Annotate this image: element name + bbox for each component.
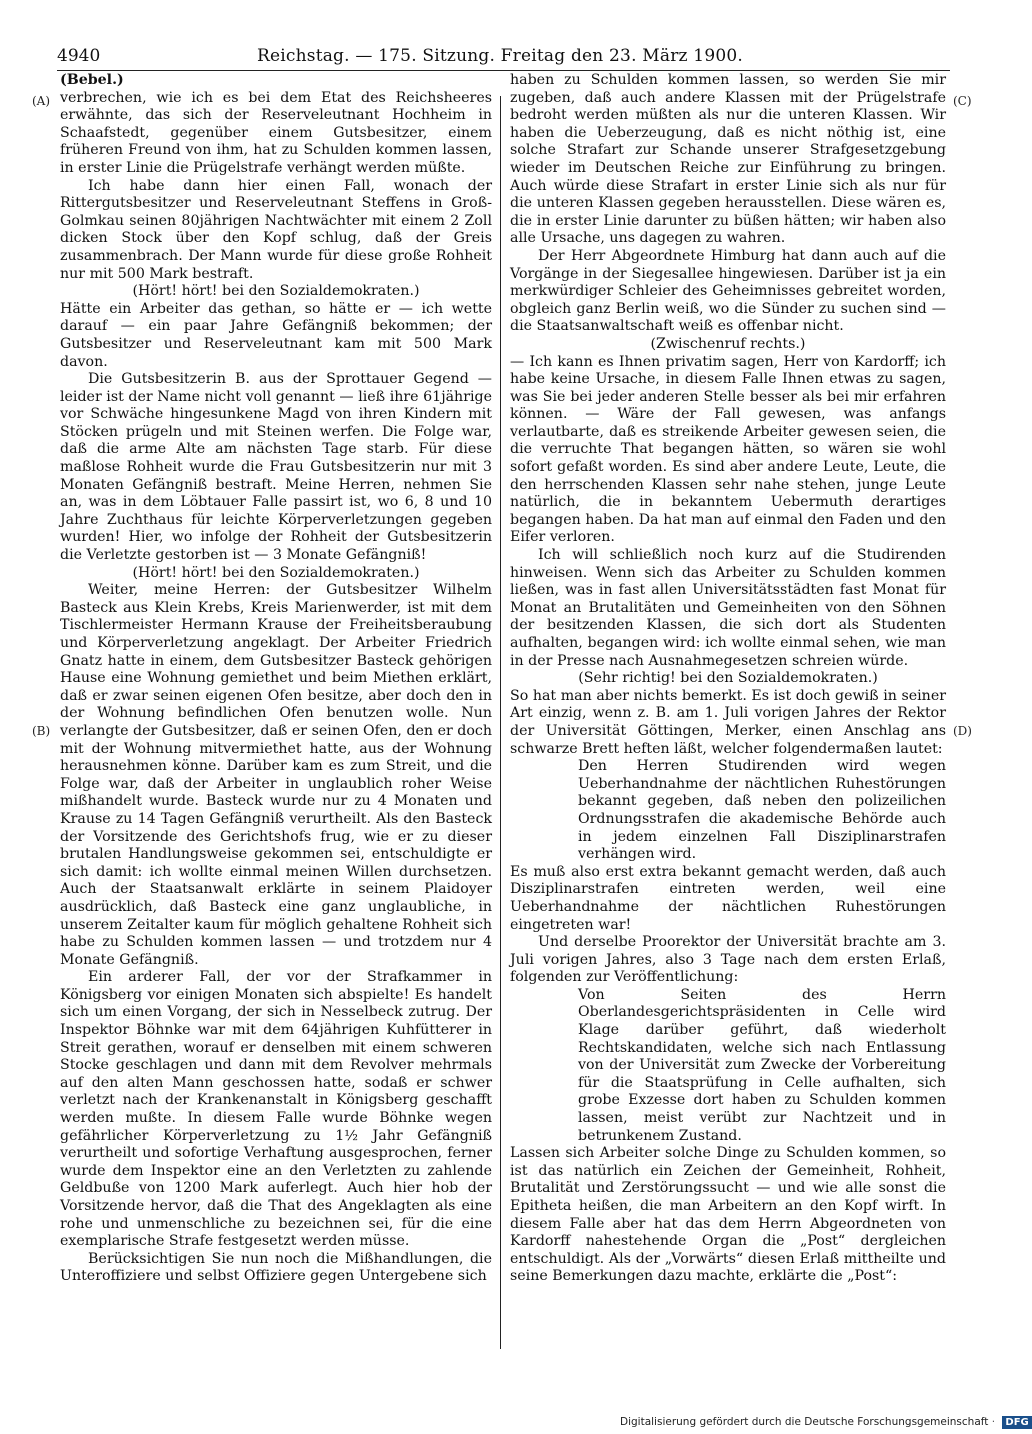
quote-text: Den Herren Studirenden wird wegen Ueberhandnahme der nächtlichen Ruhestörungen bekannt gegeben, daß neben den polizeilichen Ordnungsstrafen die akademische Behörde auch in jedem einzelnen Fall Disziplinarstrafen verhängen wird. <box>578 758 946 863</box>
digitization-footer <box>620 1415 1032 1429</box>
paragraph: Lassen sich Arbeiter solche Dinge zu Schulden kommen, so ist das natürlich ein Zeichen der Gemeinheit, Rohheit, Brutalität und Zerstörungssucht — und wie alle sonst die Epitheta heißen, die man Arbeitern an den Kopf wirft. In diesem Falle aber hat das dem Herrn Abgeordneten von Kardorff nahestehende Organ die „Post“ dergleichen entschuldigt. Als der „Vorwärts“ diesen Erlaß mittheilte und seine Bemerkungen dazu machte, erklärte die „Post“: <box>510 1145 946 1285</box>
quote-text: Von Seiten des Herrn Oberlandesgerichtspräsidenten in Celle wird Klage darüber geführt, daß wiederholt Rechtskandidaten, welche sich nach Entlassung von der Universität zum Zwecke der Vorbereitung für die Staatsprüfung in Celle aufhalten, sich grobe Exzesse dort haben zu Schulden kommen lassen, meist verübt zur Nachtzeit und in betrunkenem Zustand. <box>578 986 946 1144</box>
paragraph: Ein arderer Fall, der vor der Strafkammer in Königsberg vor einigen Monaten sich abspielte! Es handelt sich um einen Vorgang, der sich in Nesselbeck zutrug. Der Inspektor Böhnke war mit dem 64jährigen Kuhfütterer in Streit gerathen, worauf er denselben mit einem schweren Stocke geschlagen und dann mit dem Revolver mehrmals auf den alten Mann geschossen hatte, sodaß er schwer verletzt nach der Krankenanstalt in Königsberg geschafft werden mußte. In diesem Falle wurde Böhnke wegen gefährlicher Körperverletzung zu 1½ Jahr Gefängniß verurtheilt und sofortige Verhaftung ausgesprochen, ferner wurde dem Inspektor eine an den Verletzten zu zahlende Geldbuße von 1200 Mark auferlegt. Auch hier hob der Vorsitzende hervor, daß die That des Angeklagten als eine rohe und unmenschliche zu bezeichnen sei, für die eine exemplarische Strafe festgesetzt werden müsse. <box>60 969 492 1250</box>
footer-separator: · <box>991 1416 996 1428</box>
margin-mark-a: (A) <box>32 94 51 108</box>
margin-mark-d: (D) <box>953 724 972 738</box>
paragraph: verbrechen, wie ich es bei dem Etat des Reichsheeres erwähnte, das sich der Reserveleutnant Hochheim in Schaafstedt, gegenüber einem Gutsbesitzer, einem früheren Freund von ihm, hat zu Schulden kommen lassen, in erster Linie die Prügelstrafe verhängt werden müßte. <box>60 89 492 176</box>
quoted-notice <box>578 987 946 1145</box>
left-column <box>60 72 492 1286</box>
header-rule <box>57 70 950 71</box>
paragraph: Der Herr Abgeordnete Himburg hat dann auch auf die Vorgänge in der Siegesallee hingewiesen. Darüber ist ja ein merkwürdiger Schleier des Geheimnisses gebreitet worden, obgleich ganz Berlin weiß, wo die Sünder zu suchen sind — die Staatsanwaltschaft weiß es offenbar nicht. <box>510 247 946 335</box>
paragraph: Es muß also erst extra bekannt gemacht werden, daß auch Disziplinarstrafen eintreten werden, weil eine Ueberhandnahme der nächtlichen Ruhestörungen eingetreten war! <box>510 863 946 933</box>
quoted-notice <box>578 758 946 864</box>
interjection: (Sehr richtig! bei den Sozialdemokraten.) <box>578 670 878 687</box>
page-title: Reichstag. — 175. Sitzung. Freitag den 23. März 1900. <box>257 46 743 66</box>
interjection: (Zwischenruf rechts.) <box>650 335 806 352</box>
interjection: (Hört! hört! bei den Sozialdemokraten.) <box>132 283 420 300</box>
margin-mark-c: (C) <box>953 94 972 108</box>
paragraph: Und derselbe Proorektor der Universität brachte am 3. Juli vorigen Jahres, also 3 Tage nach dem ersten Erlaß, folgenden zur Veröffentlichung: <box>510 934 946 986</box>
page-header <box>57 44 957 68</box>
paragraph: Ich habe dann hier einen Fall, wonach der Rittergutsbesitzer und Reserveleutnant Steffens in Groß-Golmkau seinen 80jährigen Nachtwächter mit einem 2 Zoll dicken Stock über den Kopf schlug, daß der Greis zusammenbrach. Der Mann wurde für diese große Rohheit nur mit 500 Mark bestraft. <box>60 177 492 282</box>
paragraph: Die Gutsbesitzerin B. aus der Sprottauer Gegend — leider ist der Name nicht voll genannt — ließ ihre 61jährige vor Schwäche hingesunkene Magd von ihren Kindern mit Stöcken prügeln und mit Steinen werfen. Die Folge war, daß die arme Alte am nächsten Tage starb. Für diese maßlose Rohheit wurde die Frau Gutsbesitzerin nur mit 3 Monaten Gefängniß bestraft. Meine Herren, nehmen Sie an, was in dem Löbtauer Falle passirt ist, wo 6, 8 und 10 Jahre Zuchthaus für leichte Körperverletzungen gegeben wurden! Hier, wo infolge der Rohheit der Gutsbesitzerin die Verletzte gestorben ist — 3 Monate Gefängniß! <box>60 371 492 564</box>
paragraph: Weiter, meine Herren: der Gutsbesitzer Wilhelm Basteck aus Klein Krebs, Kreis Marienwerder, ist mit dem Tischlermeister Hermann Krause der Freiheitsberaubung und Körperverletzung angeklagt. Der Arbeiter Friedrich Gnatz hatte in einem, dem Gutsbesitzer Basteck gehörigen Hause eine Wohnung gemiethet und beim Miethen erklärt, daß er zwar seinen eigenen Ofen besitze, aber doch den in der Wohnung befindlichen Ofen benutzen wolle. Nun verlangte der Gutsbesitzer, daß er seinen Ofen, den er doch mit der Wohnung mitvermiethet hatte, aus der Wohnung herausnehmen könne. Darüber kam es zum Streit, und die Folge war, daß der Arbeiter in unglaublich roher Weise mißhandelt wurde. Basteck wurde nur zu 4 Monaten und Krause zu 14 Tagen Gefängniß verurtheilt. Als den Basteck der Vorsitzende des Gerichtshofs frug, wie er zu dieser brutalen Handlungsweise gekommen sei, entschuldigte er sich damit: ich wollte einmal meinen Willen durchsetzen. Auch der Staatsanwalt erklärte in seinem Plaidoyer ausdrücklich, daß Basteck eine ganz unglaubliche, in unserem Zeitalter kaum für möglich gehaltene Rohheit sich habe zu Schulden kommen lassen — und trotzdem nur 4 Monate Gefängniß. <box>60 582 492 968</box>
paragraph: Ich will schließlich noch kurz auf die Studirenden hinweisen. Wenn sich das Arbeiter zu Schulden kommen ließen, was in fast allen Universitätsstädten fast Monat für Monat an Brutalitäten und Gemeinheiten von den Söhnen der besitzenden Klassen, die sich dort als Studenten aufhalten, begangen wird: ich wollte einmal sehen, wie man in der Presse nach Ausnahmegesetzen schreien würde. <box>510 547 946 669</box>
paragraph: haben zu Schulden kommen lassen, so werden Sie mir zugeben, daß auch andere Klassen mit der Prügelstrafe bedroht werden müßten als nur die unteren Klassen. Wir haben die Ueberzeugung, daß es nicht nöthig ist, eine solche Strafart zur Schande unserer Strafgesetzgebung wieder im Deutschen Reiche zur Einführung zu bringen. Auch würde diese Strafart in erster Linie sich als nur für die unteren Klassen gegeben herausstellen. Diese wären es, die in erster Linie darunter zu büßen hätten; wir haben also alle Ursache, uns dagegen zu wahren. <box>510 72 946 247</box>
paragraph: Berücksichtigen Sie nun noch die Mißhandlungen, die Unteroffiziere und selbst Offiziere gegen Untergebene sich <box>60 1250 492 1285</box>
speaker-label: (Bebel.) <box>60 72 124 88</box>
paragraph: — Ich kann es Ihnen privatim sagen, Herr von Kardorff; ich habe keine Ursache, in diesem Falle Ihnen etwas zu sagen, was Sie bei jeder anderen Stelle besser als bei mir erfahren können. — Wäre der Fall gewesen, was anfangs verlautbarte, daß es streikende Arbeiter gewesen seien, die die verruchte That begangen hätten, so wären sie wohl sofort gefaßt worden. Es sind aber andere Leute, Leute, die den herrschenden Klassen sehr nahe stehen, junge Leute natürlich, die in bekanntem Uebermuth derartiges begangen haben. Da hat man auf einmal den Faden und den Eifer verloren. <box>510 353 946 546</box>
margin-mark-b: (B) <box>32 724 51 738</box>
page-number: 4940 <box>57 46 101 66</box>
dfg-logo: DFG <box>1002 1416 1031 1429</box>
paragraph: Hätte ein Arbeiter das gethan, so hätte er — ich wette darauf — ein paar Jahre Gefängniß bekommen; der Gutsbesitzer und Reserveleutnant kam mit 500 Mark davon. <box>60 300 492 370</box>
column-divider <box>500 96 501 1349</box>
paragraph: So hat man aber nichts bemerkt. Es ist doch gewiß in seiner Art einzig, wenn z. B. am 1. Juli vorigen Jahres der Rektor der Universität Göttingen, Merker, einen Anschlag ans schwarze Brett heften läßt, welcher folgendermaßen lautet: <box>510 687 946 757</box>
right-column <box>510 72 946 1286</box>
interjection: (Hört! hört! bei den Sozialdemokraten.) <box>132 564 420 581</box>
footer-text: Digitalisierung gefördert durch die Deutsche Forschungsgemeinschaft <box>620 1416 989 1428</box>
